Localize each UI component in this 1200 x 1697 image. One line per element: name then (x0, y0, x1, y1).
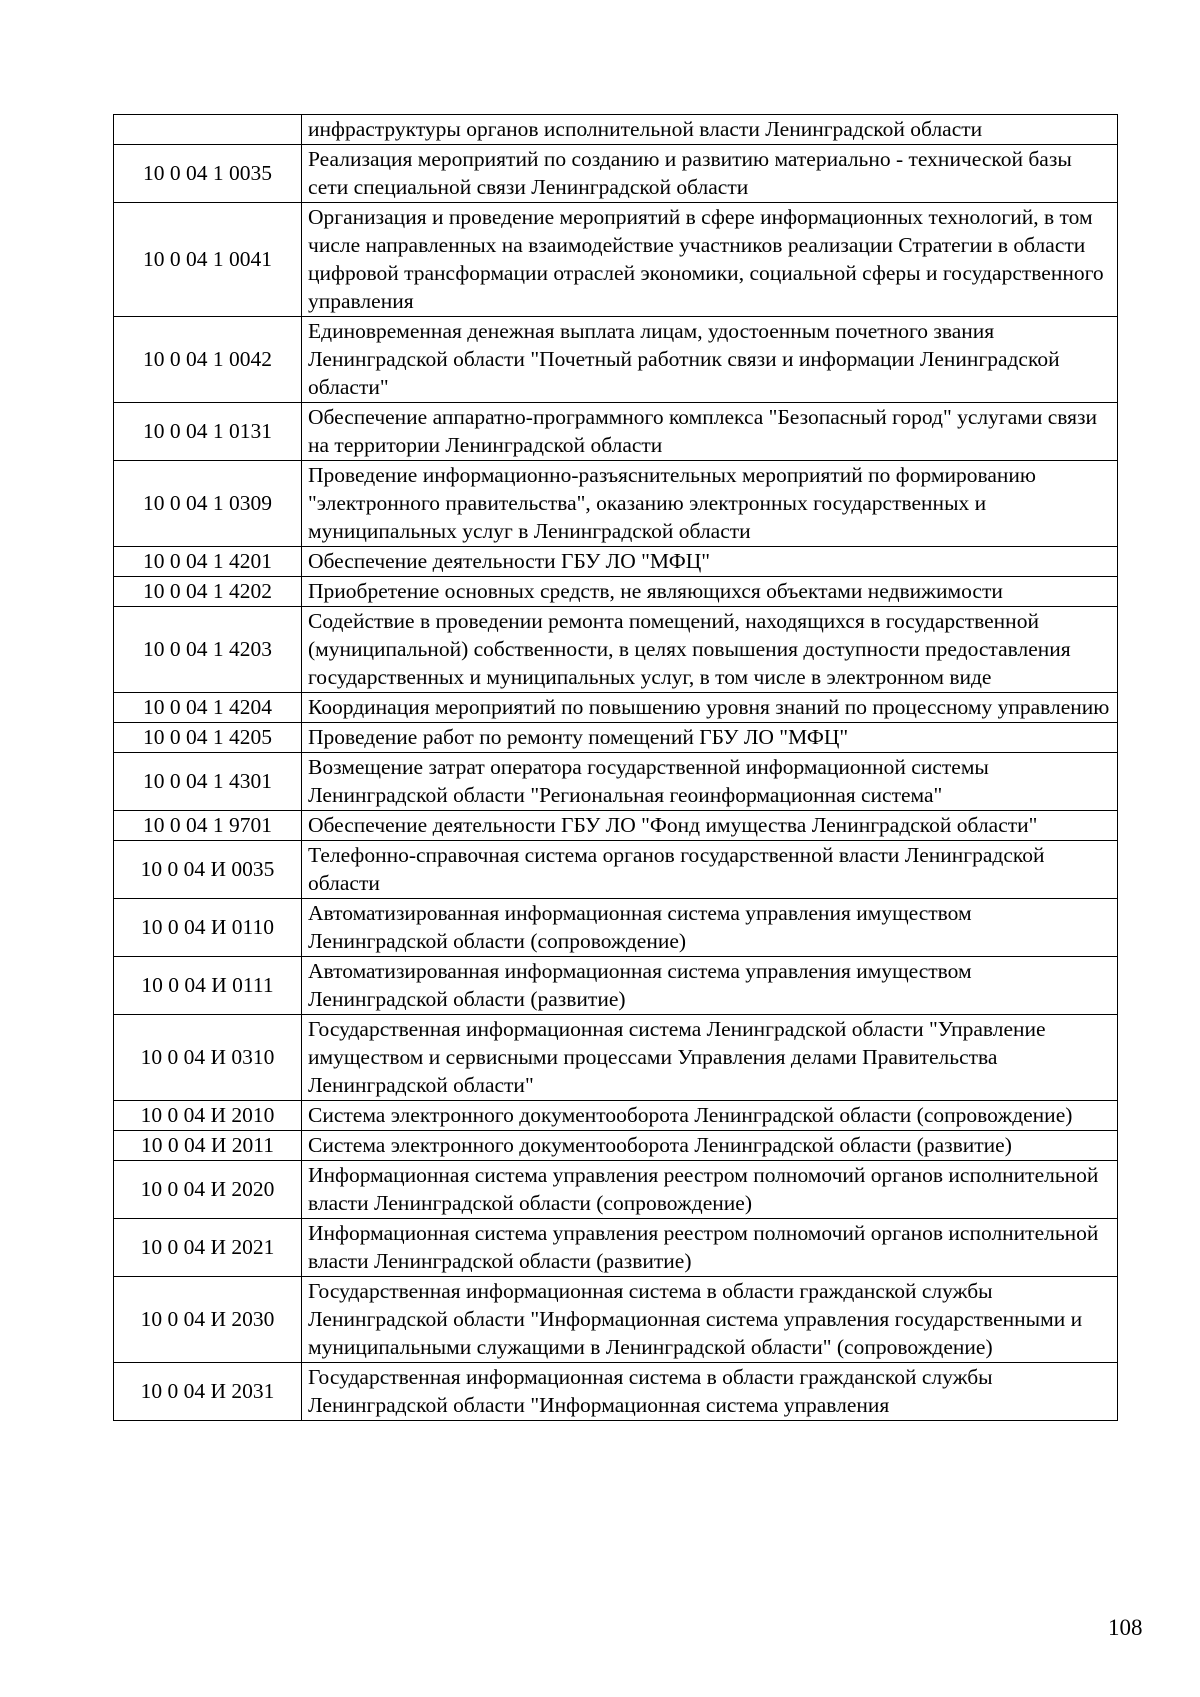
row-description: Государственная информационная система в области гражданской службы Ленинградской области "Информационная система управления государственными и муниципальными служащими в Ленинградской области" (сопровождение) (302, 1277, 1118, 1363)
row-description: Государственная информационная система Ленинградской области "Управление имуществом и сервисными процессами Управления делами Правительства Ленинградской области" (302, 1015, 1118, 1101)
table-row (114, 317, 1118, 403)
table-row (114, 1161, 1118, 1219)
row-code: 10 0 04 И 0110 (114, 899, 302, 957)
row-description: Система электронного документооборота Ленинградской области (развитие) (302, 1131, 1118, 1161)
row-code (114, 115, 302, 145)
table-row (114, 1363, 1118, 1421)
page-number: 108 (1108, 1615, 1143, 1640)
row-description: Государственная информационная система в области гражданской службы Ленинградской области "Информационная система управления (302, 1363, 1118, 1421)
row-description: Обеспечение аппаратно-программного комплекса "Безопасный город" услугами связи на территории Ленинградской области (302, 403, 1118, 461)
table-row (114, 461, 1118, 547)
row-description: Телефонно-справочная система органов государственной власти Ленинградской области (302, 841, 1118, 899)
row-code: 10 0 04 И 2010 (114, 1101, 302, 1131)
row-code: 10 0 04 И 0310 (114, 1015, 302, 1101)
table-row (114, 607, 1118, 693)
table-row (114, 203, 1118, 317)
row-code: 10 0 04 1 4203 (114, 607, 302, 693)
row-description: Проведение информационно-разъяснительных мероприятий по формированию "электронного правительства", оказанию электронных государственных и муниципальных услуг в Ленинградской области (302, 461, 1118, 547)
table-row (114, 1101, 1118, 1131)
row-description: Обеспечение деятельности ГБУ ЛО "МФЦ" (302, 547, 1118, 577)
row-description: Единовременная денежная выплата лицам, удостоенным почетного звания Ленинградской области "Почетный работник связи и информации Ленинградской области" (302, 317, 1118, 403)
table-row (114, 811, 1118, 841)
row-code: 10 0 04 1 0131 (114, 403, 302, 461)
row-code: 10 0 04 1 4301 (114, 753, 302, 811)
table-row (114, 115, 1118, 145)
table-row (114, 547, 1118, 577)
table-row (114, 753, 1118, 811)
row-code: 10 0 04 И 0111 (114, 957, 302, 1015)
table-row (114, 577, 1118, 607)
row-code: 10 0 04 1 4204 (114, 693, 302, 723)
row-description: Информационная система управления реестром полномочий органов исполнительной власти Ленинградской области (развитие) (302, 1219, 1118, 1277)
table-body (114, 115, 1118, 1421)
budget-codes-table (113, 114, 1118, 1421)
row-description: Проведение работ по ремонту помещений ГБУ ЛО "МФЦ" (302, 723, 1118, 753)
row-description: Информационная система управления реестром полномочий органов исполнительной власти Ленинградской области (сопровождение) (302, 1161, 1118, 1219)
row-code: 10 0 04 1 0035 (114, 145, 302, 203)
table-row (114, 145, 1118, 203)
row-code: 10 0 04 И 2021 (114, 1219, 302, 1277)
table-row (114, 1219, 1118, 1277)
row-description: Система электронного документооборота Ленинградской области (сопровождение) (302, 1101, 1118, 1131)
row-code: 10 0 04 И 0035 (114, 841, 302, 899)
row-description: Координация мероприятий по повышению уровня знаний по процессному управлению (302, 693, 1118, 723)
table-row (114, 693, 1118, 723)
row-code: 10 0 04 1 0041 (114, 203, 302, 317)
row-code: 10 0 04 И 2031 (114, 1363, 302, 1421)
row-description: Организация и проведение мероприятий в сфере информационных технологий, в том числе направленных на взаимодействие участников реализации Стратегии в области цифровой трансформации отраслей экономики, социальной сферы и государственного управления (302, 203, 1118, 317)
table-row (114, 899, 1118, 957)
table-row (114, 723, 1118, 753)
row-code: 10 0 04 1 0309 (114, 461, 302, 547)
table-row (114, 1277, 1118, 1363)
row-code: 10 0 04 1 0042 (114, 317, 302, 403)
row-description: Содействие в проведении ремонта помещений, находящихся в государственной (муниципальной) собственности, в целях повышения доступности предоставления государственных и муниципальных услуг, в том числе в электронном виде (302, 607, 1118, 693)
row-code: 10 0 04 И 2030 (114, 1277, 302, 1363)
row-description: Автоматизированная информационная система управления имуществом Ленинградской области (развитие) (302, 957, 1118, 1015)
row-description: Обеспечение деятельности ГБУ ЛО "Фонд имущества Ленинградской области" (302, 811, 1118, 841)
row-description: Автоматизированная информационная система управления имуществом Ленинградской области (сопровождение) (302, 899, 1118, 957)
row-code: 10 0 04 1 9701 (114, 811, 302, 841)
row-code: 10 0 04 И 2020 (114, 1161, 302, 1219)
row-code: 10 0 04 1 4201 (114, 547, 302, 577)
row-code: 10 0 04 И 2011 (114, 1131, 302, 1161)
table-row (114, 403, 1118, 461)
row-code: 10 0 04 1 4202 (114, 577, 302, 607)
table-row (114, 957, 1118, 1015)
row-description: инфраструктуры органов исполнительной власти Ленинградской области (302, 115, 1118, 145)
row-description: Возмещение затрат оператора государственной информационной системы Ленинградской области "Региональная геоинформационная система" (302, 753, 1118, 811)
table-row (114, 1015, 1118, 1101)
row-code: 10 0 04 1 4205 (114, 723, 302, 753)
row-description: Приобретение основных средств, не являющихся объектами недвижимости (302, 577, 1118, 607)
table-row (114, 1131, 1118, 1161)
row-description: Реализация мероприятий по созданию и развитию материально - технической базы сети специальной связи Ленинградской области (302, 145, 1118, 203)
table-row (114, 841, 1118, 899)
